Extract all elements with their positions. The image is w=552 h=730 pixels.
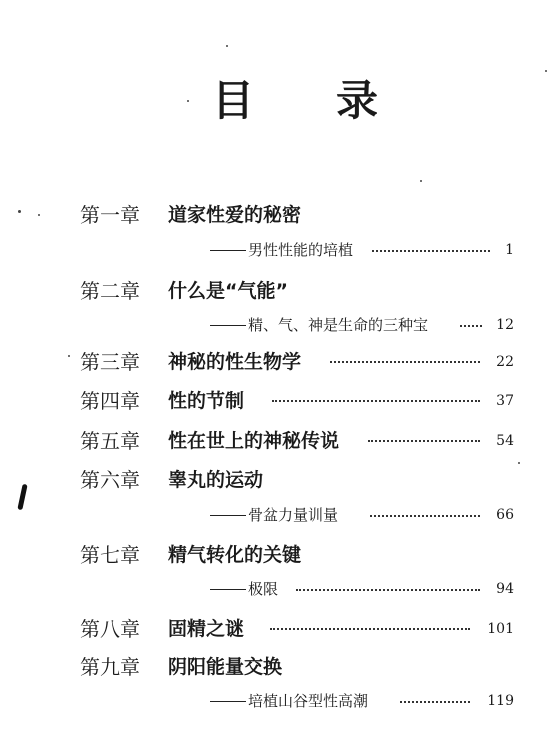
dot-leader (296, 589, 480, 591)
page-number: 12 (496, 317, 514, 333)
toc-subtitle-2[interactable] (0, 312, 552, 338)
dust-speck (545, 70, 547, 72)
chapter-title: 阴阳能量交换 (168, 656, 283, 678)
dash-leader (210, 589, 246, 590)
chapter-number: 第四章 (80, 389, 140, 413)
dust-speck (187, 100, 189, 102)
toc-chapter-1[interactable] (0, 200, 552, 230)
dust-speck (226, 45, 228, 47)
dust-speck (68, 355, 70, 357)
dot-leader (372, 250, 490, 252)
dot-leader (400, 701, 470, 703)
chapter-title: 什么是“气能” (168, 280, 288, 302)
toc-chapter-3[interactable] (0, 347, 552, 377)
dot-leader (272, 400, 480, 402)
dot-leader (460, 325, 482, 327)
dash-leader (210, 515, 246, 516)
dash-leader (210, 701, 246, 702)
toc-chapter-2[interactable] (0, 276, 552, 306)
chapter-number: 第一章 (80, 203, 140, 227)
chapter-number: 第七章 (80, 543, 140, 567)
toc-subtitle-5[interactable] (0, 688, 552, 714)
page-number: 101 (487, 621, 514, 637)
chapter-number: 第五章 (80, 429, 140, 453)
chapter-number: 第六章 (80, 468, 140, 492)
toc-subtitle-3[interactable] (0, 502, 552, 528)
toc-chapter-4[interactable] (0, 386, 552, 416)
chapter-title: 睾丸的运动 (168, 469, 264, 491)
page-number: 66 (496, 507, 514, 523)
dash-leader (210, 325, 246, 326)
chapter-title: 性的节制 (168, 390, 245, 412)
subtitle-text: 骨盆力量训量 (248, 506, 339, 524)
dash-leader (210, 250, 246, 251)
subtitle-text: 培植山谷型性高潮 (248, 692, 369, 710)
subtitle-text: 极限 (248, 580, 279, 598)
page-number: 1 (505, 242, 514, 258)
chapter-title: 精气转化的关键 (168, 544, 302, 566)
toc-chapter-9[interactable] (0, 652, 552, 682)
subtitle-text: 精、气、神是生命的三种宝 (248, 316, 429, 334)
toc-chapter-6[interactable] (0, 465, 552, 495)
dust-speck (420, 180, 422, 182)
chapter-number: 第八章 (80, 617, 140, 641)
dot-leader (330, 361, 480, 363)
chapter-number: 第九章 (80, 655, 140, 679)
page-number: 119 (487, 693, 514, 709)
page-title-part-1: 目 (212, 76, 255, 125)
chapter-title: 神秘的性生物学 (168, 351, 302, 373)
chapter-title: 固精之谜 (168, 618, 245, 640)
page-number: 22 (496, 354, 514, 370)
chapter-title: 道家性爱的秘密 (168, 204, 302, 226)
page-number: 54 (496, 433, 514, 449)
page-title-part-2: 录 (336, 76, 379, 125)
toc-subtitle-1[interactable] (0, 237, 552, 263)
page-number: 37 (496, 393, 514, 409)
dot-leader (370, 515, 480, 517)
dot-leader (270, 628, 470, 630)
dust-speck (38, 214, 40, 216)
subtitle-text: 男性性能的培植 (248, 241, 354, 259)
toc-chapter-5[interactable] (0, 426, 552, 456)
page-number: 94 (496, 581, 514, 597)
chapter-number: 第二章 (80, 279, 140, 303)
chapter-number: 第三章 (80, 350, 140, 374)
dust-speck (518, 462, 520, 464)
chapter-title: 性在世上的神秘传说 (168, 430, 340, 452)
dot-leader (368, 440, 480, 442)
toc-subtitle-4[interactable] (0, 576, 552, 602)
toc-chapter-8[interactable] (0, 614, 552, 644)
dust-speck (18, 210, 21, 213)
toc-chapter-7[interactable] (0, 540, 552, 570)
